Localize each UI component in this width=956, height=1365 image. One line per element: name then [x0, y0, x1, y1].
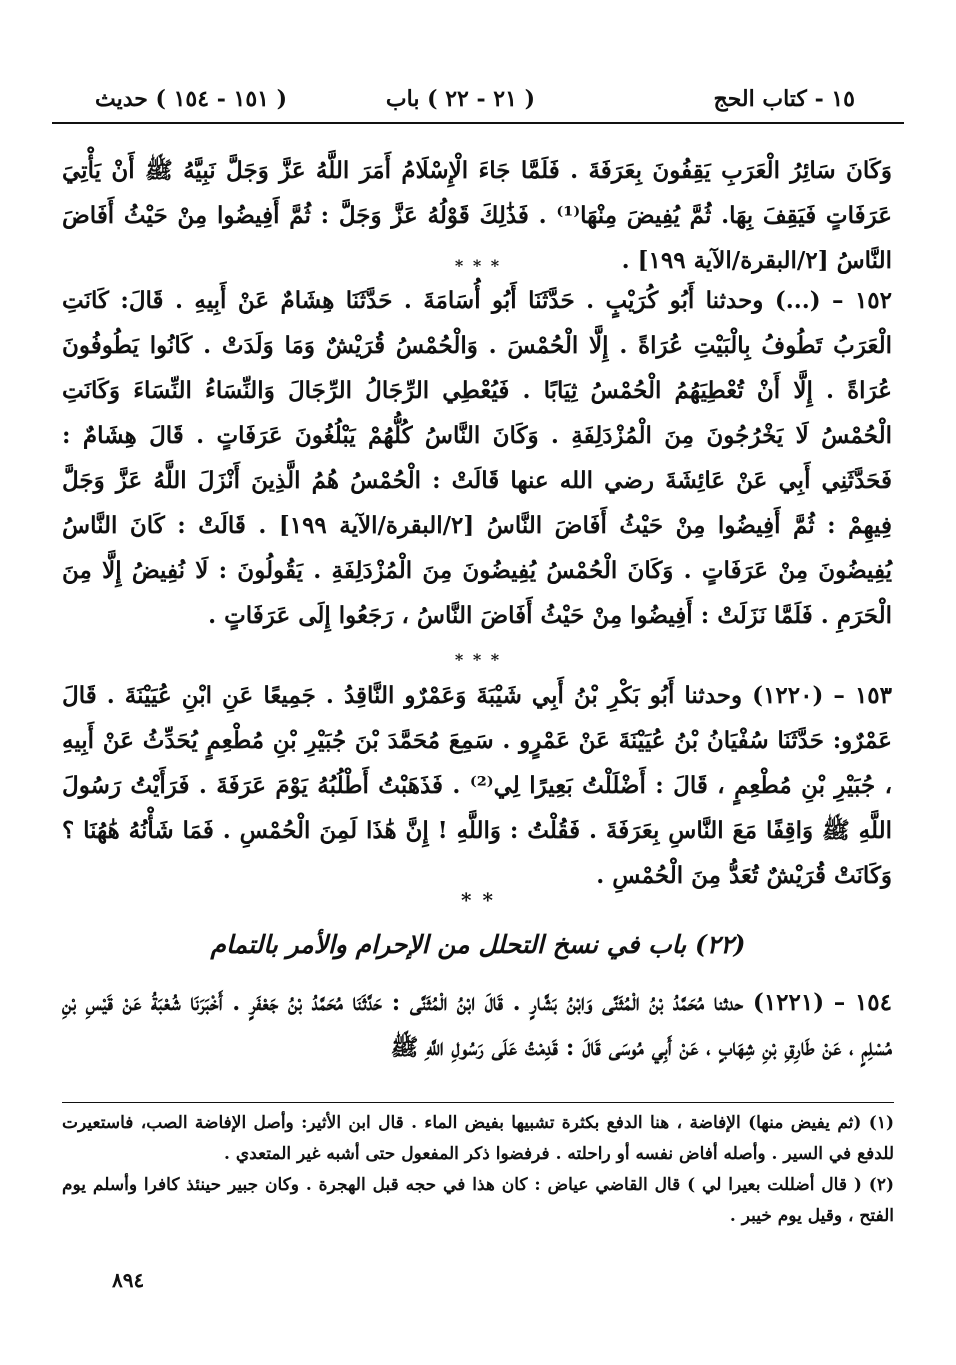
chapter-separator: * * — [461, 888, 495, 912]
page-number: ٨٩٤ — [112, 1268, 145, 1292]
header-chapter-range: ( ٢١ - ٢٢ ) باب — [385, 86, 535, 112]
paragraph-continuation: وَكَانَ سَائِرُ الْعَرَبِ يَقِفُونَ بِعَرَفَةَ . فَلَمَّا جَاءَ الْإِسْلَامُ أَمَرَ اللَّهُ عَزَّ وَجَلَّ نَبِيَّهُ ﷺ أَنْ يَأْتِيَ عَرَفَاتٍ فَيَقِفَ بِهَا. ثُمَّ يُفِيضَ مِنْهَا⁽¹⁾ . فَذَٰلِكَ قَوْلُهُ عَزَّ وَجَلَّ : ثُمَّ أَفِيضُوا مِنْ حَيْثُ أَفَاضَ النَّاسُ [٢/البقرة/الآية ١٩٩] . — [62, 157, 893, 274]
hadith-153: ١٥٣ – (١٢٢٠) وحدثنا أَبُو بَكْرِ بْنُ أَبِي شَيْبَةَ وَعَمْرٌو النَّاقِدُ . جَمِيعًا عَنِ ابْنِ عُيَيْنَةَ . قَالَ عَمْرٌو: حَدَّثَنَا سُفْيَانُ بْنُ عُيَيْنَةَ عَنْ عَمْرٍو . سَمِعَ مُحَمَّدَ بْنَ جُبَيْرِ بْنِ مُطْعِمٍ يُحَدِّثُ عَنْ أَبِيهِ ، جُبَيْرِ بْنِ مُطْعِمٍ ، قَالَ : أَضْلَلْتُ بَعِيرًا لِي⁽²⁾ . فَذَهَبْتُ أَطْلُبُهُ يَوْمَ عَرَفَةَ . فَرَأَيْتُ رَسُولَ اللَّهِ ﷺ وَاقِفًا مَعَ النَّاسِ بِعَرَفَةَ . فَقُلْتُ : وَاللَّهِ ! إِنَّ هَٰذَا لَمِنَ الْحُمْسِ . فَمَا شَأْنُهُ هَٰهُنَا ؟ وَكَانَتْ قُرَيْشٌ تُعَدُّ مِنَ الْحُمْسِ . — [62, 682, 893, 889]
section-separator: * * * — [454, 256, 502, 275]
footnote-rule — [62, 1102, 894, 1103]
footnote-2: (٢) ( قال أضللت بعيرا لي ) قال القاضي عياض : كان هذا في حجه قبل الهجرة . وكان جبير حينئذ كافرا وأسلم يوم الفتح ، وقيل يوم خيبر . — [62, 1175, 894, 1226]
header-rule — [52, 122, 904, 124]
chapter-title: (٢٢) باب في نسخ التحلل من الإحرام والأمر بالتمام — [210, 930, 746, 959]
section-separator: * * * — [454, 650, 502, 669]
footnote-1: (١) (ثم يفيض منها) الإفاضة ، هنا الدفع بكثرة تشبيها بفيض الماء . قال ابن الأثير: وأصل الإفاضة الصب، فاستعيرت للدفع في السير . وأصله أفاض نفسه أو راحلته . فرفضوا ذكر المفعول حتى أشبه غير المتعدي . — [62, 1113, 894, 1164]
running-header — [95, 80, 855, 120]
header-hadith-range: ( ١٥١ - ١٥٤ ) حديث — [95, 86, 288, 112]
hadith-152: ١٥٢ – (...) وحدثنا أَبُو كُرَيْبٍ . حَدَّثَنَا أَبُو أُسَامَةَ . حَدَّثَنَا هِشَامٌ عَنْ أَبِيهِ . قَالَ: كَانَتِ الْعَرَبُ تَطُوفُ بِالْبَيْتِ عُرَاةً . إِلَّا الْحُمْسَ . وَالْحُمْسُ قُرَيْشٌ وَمَا وَلَدَتْ . كَانُوا يَطُوفُونَ عُرَاةً . إِلَّا أَنْ تُعْطِيَهُمُ الْحُمْسُ ثِيَابًا . فَيُعْطِي الرِّجَالُ الرِّجَالَ وَالنِّسَاءُ النِّسَاءَ وَكَانَتِ الْحُمْسُ لَا يَخْرُجُونَ مِنَ الْمُزْدَلِفَةِ . وَكَانَ النَّاسُ كُلُّهُمْ يَبْلُغُونَ عَرَفَاتٍ . قَالَ هِشَامٌ : فَحَدَّثَنِي أَبِي عَنْ عَائِشَةَ رضي الله عنها قَالَتْ : الْحُمْسُ هُمُ الَّذِينَ أَنْزَلَ اللَّهُ عَزَّ وَجَلَّ فِيهِمْ : ثُمَّ أَفِيضُوا مِنْ حَيْثُ أَفَاضَ النَّاسُ [٢/البقرة/الآية ١٩٩] . قَالَتْ : كَانَ النَّاسُ يُفِيضُونَ مِنْ عَرَفَاتٍ . وَكَانَ الْحُمْسُ يُفِيضُونَ مِنَ الْمُزْدَلِفَةِ . يَقُولُونَ : لَا نُفِيضُ إِلَّا مِنَ الْحَرَمِ . فَلَمَّا نَزَلَتْ : أَفِيضُوا مِنْ حَيْثُ أَفَاضَ النَّاسُ ، رَجَعُوا إِلَى عَرَفَاتٍ . — [62, 287, 892, 629]
hadith-154: ١٥٤ – (١٢٢١) حدثنا مُحَمَّدُ بْنُ الْمُثَنَّى وَابْنُ بَشَّارٍ . قَالَ ابْنُ الْمُثَنَّى : حَدَّثَنَا مُحَمَّدُ بْنُ جَعْفَرٍ . أَخْبَرَنَا شُعْبَةُ عَنْ قَيْسِ بْنِ مُسْلِمٍ ، عَنْ طَارِقِ بْنِ شِهَابٍ ، عَنْ أَبِي مُوسَى قَالَ : قَدِمْتُ عَلَى رَسُولِ اللَّهِ ﷺ — [62, 989, 892, 1061]
footnotes — [62, 1108, 894, 1232]
header-book-title: ١٥ - كتاب الحج — [713, 86, 855, 112]
